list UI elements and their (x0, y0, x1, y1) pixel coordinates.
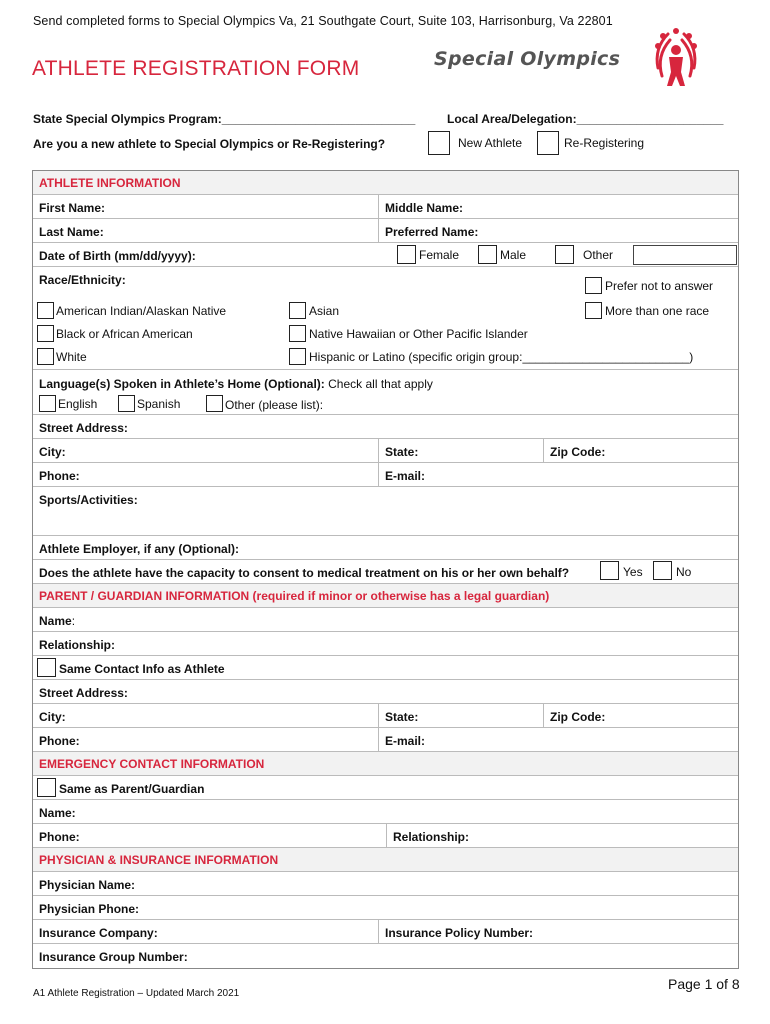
first-name-field[interactable]: First Name: (39, 201, 106, 215)
sports-row (33, 487, 738, 536)
asian-label: Asian (309, 304, 340, 318)
email-field[interactable]: E-mail: (378, 463, 738, 486)
prefer-not-label: Prefer not to answer (605, 279, 714, 293)
last-name-field[interactable]: Last Name: (39, 225, 104, 239)
emergency-phone-field[interactable]: Phone: (39, 830, 80, 844)
guardian-zip-field[interactable]: Zip Code: (543, 704, 738, 727)
dob-field[interactable]: Date of Birth (mm/dd/yyyy): (39, 249, 196, 263)
same-contact-row (33, 656, 738, 680)
same-contact-label: Same Contact Info as Athlete (59, 662, 225, 676)
consent-no-label: No (676, 565, 692, 579)
consent-no-checkbox[interactable] (653, 561, 672, 580)
insurance-group-row (33, 944, 738, 968)
black-label: Black or African American (56, 327, 193, 341)
female-label: Female (419, 248, 460, 262)
emergency-phone-row (33, 824, 738, 848)
middle-name-field[interactable]: Middle Name: (378, 195, 738, 218)
page-number: Page 1 of 8 (668, 976, 740, 992)
consent-yes-label: Yes (623, 565, 643, 579)
sports-field[interactable]: Sports/Activities: (39, 493, 138, 507)
emergency-section-header: EMERGENCY CONTACT INFORMATION (33, 752, 738, 776)
american-indian-checkbox[interactable] (37, 302, 54, 319)
re-registering-checkbox[interactable] (537, 131, 559, 155)
registration-form-table (32, 170, 739, 969)
athlete-section-header: ATHLETE INFORMATION (33, 171, 738, 195)
physician-name-field[interactable]: Physician Name: (39, 878, 136, 892)
other-gender-label: Other (583, 248, 614, 262)
guardian-state-field[interactable]: State: (378, 704, 543, 727)
guardian-email-field[interactable]: E-mail: (378, 728, 738, 751)
footer-note: A1 Athlete Registration – Updated March 2021 (33, 988, 240, 999)
city-field[interactable]: City: (39, 445, 66, 459)
last-name-row (33, 219, 738, 243)
special-olympics-logo-icon (652, 24, 700, 101)
white-checkbox[interactable] (37, 348, 54, 365)
guardian-phone-row (33, 728, 738, 752)
brand-wordmark: Special Olympics (434, 48, 621, 70)
female-checkbox[interactable] (397, 245, 416, 264)
hawaiian-checkbox[interactable] (289, 325, 306, 342)
street-row (33, 415, 738, 439)
physician-phone-field[interactable]: Physician Phone: (39, 902, 140, 916)
insurance-row (33, 920, 738, 944)
street-address-field[interactable]: Street Address: (39, 421, 128, 435)
guardian-section-header: PARENT / GUARDIAN INFORMATION (required if minor or otherwise has a legal guardian) (33, 584, 738, 608)
other-language-checkbox[interactable] (206, 395, 223, 412)
emergency-name-row (33, 800, 738, 824)
insurance-company-field[interactable]: Insurance Company: (39, 926, 158, 940)
re-registering-label: Re-Registering (564, 136, 645, 150)
zip-field[interactable]: Zip Code: (543, 439, 738, 462)
guardian-relationship-row (33, 632, 738, 656)
form-title: ATHLETE REGISTRATION FORM (32, 57, 360, 80)
consent-question: Does the athlete have the capacity to consent to medical treatment on his or her own behalf? (39, 566, 570, 580)
languages-label: Language(s) Spoken in Athlete’s Home (Optional): Check all that apply (39, 377, 433, 391)
insurance-policy-field[interactable]: Insurance Policy Number: (378, 920, 738, 943)
guardian-relationship-field[interactable]: Relationship: (39, 638, 116, 652)
preferred-name-field[interactable]: Preferred Name: (378, 219, 738, 242)
guardian-name-field[interactable]: Name: (39, 614, 76, 628)
phone-row (33, 463, 738, 487)
guardian-street-field[interactable]: Street Address: (39, 686, 128, 700)
asian-checkbox[interactable] (289, 302, 306, 319)
emergency-name-field[interactable]: Name: (39, 806, 76, 820)
dob-row (33, 243, 738, 267)
guardian-city-row (33, 704, 738, 728)
black-checkbox[interactable] (37, 325, 54, 342)
emergency-relationship-field[interactable]: Relationship: (386, 824, 738, 847)
registration-question: Are you a new athlete to Special Olympics or Re-Registering? (33, 137, 386, 151)
city-row (33, 439, 738, 463)
spanish-checkbox[interactable] (118, 395, 135, 412)
physician-name-row (33, 872, 738, 896)
name-row (33, 195, 738, 219)
same-as-guardian-checkbox[interactable] (37, 778, 56, 797)
guardian-street-row (33, 680, 738, 704)
guardian-name-row (33, 608, 738, 632)
new-athlete-label: New Athlete (458, 136, 523, 150)
more-than-one-label: More than one race (605, 304, 710, 318)
other-gender-checkbox[interactable] (555, 245, 574, 264)
same-as-guardian-row (33, 776, 738, 800)
hawaiian-label: Native Hawaiian or Other Pacific Islander (309, 327, 528, 341)
english-checkbox[interactable] (39, 395, 56, 412)
physician-phone-row (33, 896, 738, 920)
guardian-phone-field[interactable]: Phone: (39, 734, 80, 748)
prefer-not-checkbox[interactable] (585, 277, 602, 294)
more-than-one-checkbox[interactable] (585, 302, 602, 319)
employer-row (33, 536, 738, 560)
guardian-city-field[interactable]: City: (39, 710, 66, 724)
local-area-field[interactable]: Local Area/Delegation:______________________ (447, 112, 724, 126)
spanish-label: Spanish (137, 397, 181, 411)
hispanic-checkbox[interactable] (289, 348, 306, 365)
male-checkbox[interactable] (478, 245, 497, 264)
same-contact-checkbox[interactable] (37, 658, 56, 677)
mailing-address-note: Send completed forms to Special Olympics Va, 21 Southgate Court, Suite 103, Harrisonburg, Va 22801 (33, 14, 613, 28)
physician-section-header: PHYSICIAN & INSURANCE INFORMATION (33, 848, 738, 872)
consent-yes-checkbox[interactable] (600, 561, 619, 580)
languages-hint: Check all that apply (328, 377, 433, 391)
other-gender-input[interactable] (633, 245, 737, 265)
state-program-field[interactable]: State Special Olympics Program:_____________________________ (33, 112, 416, 126)
consent-row (33, 560, 738, 584)
new-athlete-checkbox[interactable] (428, 131, 450, 155)
phone-field[interactable]: Phone: (39, 469, 80, 483)
american-indian-label: American Indian/Alaskan Native (56, 304, 227, 318)
race-label: Race/Ethnicity: (39, 273, 126, 287)
male-label: Male (500, 248, 527, 262)
white-label: White (56, 350, 87, 364)
same-as-guardian-label: Same as Parent/Guardian (59, 782, 205, 796)
english-label: English (58, 397, 98, 411)
hispanic-label: Hispanic or Latino (specific origin group:_________________________) (309, 350, 694, 364)
state-field[interactable]: State: (378, 439, 543, 462)
insurance-group-field[interactable]: Insurance Group Number: (39, 950, 188, 964)
employer-field[interactable]: Athlete Employer, if any (Optional): (39, 542, 240, 556)
race-block (33, 267, 738, 415)
other-language-label: Other (please list): (225, 398, 324, 412)
